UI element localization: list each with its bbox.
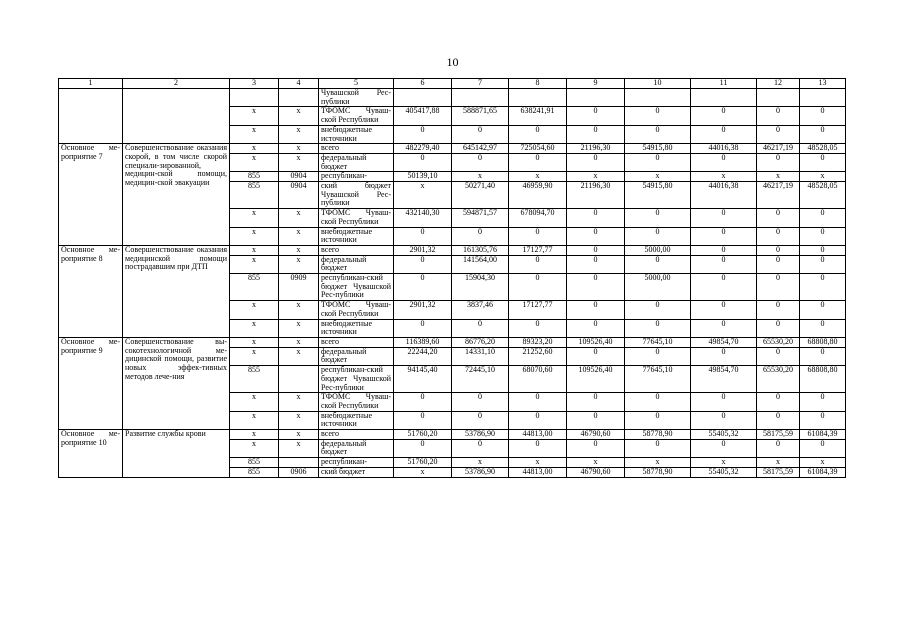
section-code: 0909: [279, 274, 319, 301]
amount-cell: 0: [691, 227, 757, 245]
amount-cell: 0: [757, 319, 800, 337]
funding-source: ТФОМС Чуваш-ской Республики: [319, 209, 394, 227]
amount-cell: 0: [394, 393, 452, 411]
amount-cell: 0: [509, 153, 567, 171]
amount-cell: 0: [625, 255, 691, 273]
event-name: Совершенствование оказания скорой, в том числе скорой специали-зированной, медицин-ской помощи, медицин-ской эвакуации: [123, 144, 230, 246]
amount-cell: 15904,30: [452, 274, 509, 301]
amount-cell: 77645,10: [625, 337, 691, 347]
funding-source: всего: [319, 430, 394, 440]
admin-code: х: [230, 337, 279, 347]
section-code: х: [279, 393, 319, 411]
amount-cell: 0: [452, 393, 509, 411]
section-code: х: [279, 439, 319, 457]
amount-cell: х: [509, 458, 567, 468]
amount-cell: 17127,77: [509, 301, 567, 319]
section-code: х: [279, 245, 319, 255]
amount-cell: 0: [757, 439, 800, 457]
admin-code: х: [230, 227, 279, 245]
amount-cell: 44016,38: [691, 144, 757, 154]
amount-cell: 46217,19: [757, 144, 800, 154]
section-code: 0904: [279, 172, 319, 182]
header-cell: 5: [319, 79, 394, 89]
section-code: х: [279, 144, 319, 154]
admin-code: х: [230, 107, 279, 125]
amount-cell: 0: [394, 274, 452, 301]
amount-cell: 49854,70: [691, 337, 757, 347]
amount-cell: 0: [394, 125, 452, 143]
amount-cell: 0: [625, 227, 691, 245]
amount-cell: 0: [800, 301, 846, 319]
funding-source: ский бюджет: [319, 467, 394, 477]
amount-cell: [567, 89, 625, 107]
table-row: [59, 144, 846, 154]
section-code: х: [279, 209, 319, 227]
table-row: [59, 430, 846, 440]
amount-cell: 46790,60: [567, 430, 625, 440]
amount-cell: 49854,70: [691, 366, 757, 393]
amount-cell: 51760,20: [394, 430, 452, 440]
amount-cell: 0: [800, 411, 846, 429]
amount-cell: 109526,40: [567, 337, 625, 347]
amount-cell: 109526,40: [567, 366, 625, 393]
amount-cell: 0: [509, 393, 567, 411]
admin-code: х: [230, 319, 279, 337]
amount-cell: 0: [800, 255, 846, 273]
section-code: 0906: [279, 467, 319, 477]
amount-cell: 432140,30: [394, 209, 452, 227]
funding-source: внебюджетные источники: [319, 319, 394, 337]
amount-cell: 61084,39: [800, 467, 846, 477]
amount-cell: 0: [452, 439, 509, 457]
header-cell: 3: [230, 79, 279, 89]
event-title: Основное ме-роприятие 10: [59, 430, 123, 478]
amount-cell: 0: [691, 301, 757, 319]
amount-cell: 5000,00: [625, 274, 691, 301]
amount-cell: 46959,90: [509, 182, 567, 209]
admin-code: 855: [230, 274, 279, 301]
section-code: х: [279, 347, 319, 365]
amount-cell: 0: [757, 107, 800, 125]
section-code: х: [279, 227, 319, 245]
admin-code: х: [230, 439, 279, 457]
amount-cell: 0: [509, 125, 567, 143]
amount-cell: х: [567, 458, 625, 468]
amount-cell: 46217,19: [757, 182, 800, 209]
funding-source: всего: [319, 144, 394, 154]
amount-cell: 0: [567, 319, 625, 337]
amount-cell: 588871,65: [452, 107, 509, 125]
amount-cell: 0: [800, 347, 846, 365]
amount-cell: 58778,90: [625, 467, 691, 477]
amount-cell: 0: [691, 255, 757, 273]
amount-cell: 116389,60: [394, 337, 452, 347]
amount-cell: 55405,32: [691, 467, 757, 477]
admin-code: х: [230, 209, 279, 227]
amount-cell: 94145,40: [394, 366, 452, 393]
amount-cell: 58175,59: [757, 467, 800, 477]
funding-source: внебюджетные источники: [319, 125, 394, 143]
amount-cell: 0: [394, 227, 452, 245]
amount-cell: 0: [567, 274, 625, 301]
admin-code: х: [230, 411, 279, 429]
funding-source: всего: [319, 245, 394, 255]
amount-cell: х: [800, 172, 846, 182]
amount-cell: 0: [800, 439, 846, 457]
section-code: х: [279, 107, 319, 125]
admin-code: 855: [230, 458, 279, 468]
amount-cell: 0: [757, 393, 800, 411]
funding-source: ТФОМС Чуваш-ской Республики: [319, 393, 394, 411]
amount-cell: 0: [800, 245, 846, 255]
amount-cell: 50271,40: [452, 182, 509, 209]
section-code: х: [279, 319, 319, 337]
amount-cell: 141564,00: [452, 255, 509, 273]
amount-cell: х: [567, 172, 625, 182]
admin-code: 855: [230, 467, 279, 477]
amount-cell: 0: [691, 125, 757, 143]
amount-cell: 0: [800, 393, 846, 411]
amount-cell: 65530,20: [757, 366, 800, 393]
amount-cell: 0: [800, 319, 846, 337]
amount-cell: 0: [625, 209, 691, 227]
amount-cell: 65530,20: [757, 337, 800, 347]
amount-cell: 0: [800, 274, 846, 301]
amount-cell: 48528,05: [800, 182, 846, 209]
event-name: Совершенствование вы-сокотехнологичной ме-дицинской помощи, развитие новых эффек-тивных методов лече-ния: [123, 337, 230, 429]
amount-cell: 0: [567, 125, 625, 143]
amount-cell: 0: [567, 393, 625, 411]
amount-cell: 0: [691, 439, 757, 457]
section-code: 0904: [279, 182, 319, 209]
amount-cell: 0: [452, 319, 509, 337]
amount-cell: 53786,90: [452, 467, 509, 477]
amount-cell: х: [394, 467, 452, 477]
amount-cell: 0: [394, 411, 452, 429]
amount-cell: 0: [691, 411, 757, 429]
amount-cell: х: [757, 458, 800, 468]
amount-cell: 0: [452, 125, 509, 143]
amount-cell: 0: [509, 411, 567, 429]
amount-cell: 0: [394, 319, 452, 337]
funding-source: республикан-ский бюджет Чувашской Рес-публики: [319, 274, 394, 301]
funding-source: республикан-: [319, 172, 394, 182]
amount-cell: 0: [757, 274, 800, 301]
amount-cell: 2901,32: [394, 245, 452, 255]
amount-cell: 0: [800, 227, 846, 245]
admin-code: х: [230, 430, 279, 440]
amount-cell: х: [452, 458, 509, 468]
amount-cell: 0: [800, 209, 846, 227]
amount-cell: 0: [691, 209, 757, 227]
amount-cell: 0: [394, 153, 452, 171]
amount-cell: [800, 89, 846, 107]
amount-cell: 638241,91: [509, 107, 567, 125]
header-cell: 10: [625, 79, 691, 89]
admin-code: х: [230, 125, 279, 143]
budget-table: [58, 78, 846, 478]
amount-cell: 54915,80: [625, 144, 691, 154]
admin-code: х: [230, 301, 279, 319]
amount-cell: 72445,10: [452, 366, 509, 393]
funding-source: ский бюджет Чувашской Рес-публики: [319, 182, 394, 209]
funding-source: Чувашской Рес-публики: [319, 89, 394, 107]
amount-cell: 0: [691, 347, 757, 365]
amount-cell: 89323,20: [509, 337, 567, 347]
table-header: [59, 79, 846, 89]
funding-source: федеральный бюджет: [319, 153, 394, 171]
amount-cell: [691, 89, 757, 107]
page-number: 10: [446, 55, 459, 69]
amount-cell: 0: [625, 107, 691, 125]
amount-cell: 0: [509, 227, 567, 245]
amount-cell: 0: [509, 274, 567, 301]
amount-cell: 0: [625, 125, 691, 143]
header-row: [59, 79, 846, 89]
admin-code: х: [230, 144, 279, 154]
amount-cell: 0: [800, 125, 846, 143]
amount-cell: [757, 89, 800, 107]
amount-cell: 48528,05: [800, 144, 846, 154]
amount-cell: 0: [509, 319, 567, 337]
header-cell: 13: [800, 79, 846, 89]
section-code: х: [279, 125, 319, 143]
amount-cell: 0: [757, 411, 800, 429]
amount-cell: 0: [757, 255, 800, 273]
funding-source: ТФОМС Чуваш-ской Республики: [319, 301, 394, 319]
amount-cell: 405417,88: [394, 107, 452, 125]
amount-cell: [509, 89, 567, 107]
amount-cell: 50139,10: [394, 172, 452, 182]
amount-cell: 0: [625, 319, 691, 337]
event-title: Основное ме-роприятие 9: [59, 337, 123, 429]
admin-code: х: [230, 347, 279, 365]
amount-cell: 0: [567, 347, 625, 365]
header-cell: 6: [394, 79, 452, 89]
amount-cell: 58175,59: [757, 430, 800, 440]
amount-cell: 0: [567, 107, 625, 125]
amount-cell: 0: [800, 153, 846, 171]
amount-cell: 0: [691, 153, 757, 171]
amount-cell: 0: [452, 227, 509, 245]
header-cell: 1: [59, 79, 123, 89]
header-cell: 8: [509, 79, 567, 89]
admin-code: х: [230, 393, 279, 411]
event-title: Основное ме-роприятие 7: [59, 144, 123, 246]
admin-code: 855: [230, 366, 279, 393]
admin-code: 855: [230, 182, 279, 209]
amount-cell: 0: [757, 227, 800, 245]
amount-cell: 0: [509, 439, 567, 457]
section-code: х: [279, 337, 319, 347]
amount-cell: 0: [757, 153, 800, 171]
amount-cell: 21252,60: [509, 347, 567, 365]
event-title: [59, 89, 123, 144]
amount-cell: [625, 89, 691, 107]
amount-cell: 44813,00: [509, 430, 567, 440]
funding-source: федеральный бюджет: [319, 347, 394, 365]
amount-cell: х: [691, 458, 757, 468]
amount-cell: 0: [452, 153, 509, 171]
admin-code: х: [230, 153, 279, 171]
amount-cell: 594871,57: [452, 209, 509, 227]
amount-cell: 0: [452, 411, 509, 429]
amount-cell: 0: [567, 245, 625, 255]
amount-cell: 0: [567, 227, 625, 245]
admin-code: х: [230, 245, 279, 255]
amount-cell: 53786,90: [452, 430, 509, 440]
amount-cell: 0: [394, 439, 452, 457]
amount-cell: 0: [509, 255, 567, 273]
amount-cell: 5000,00: [625, 245, 691, 255]
amount-cell: 678094,70: [509, 209, 567, 227]
amount-cell: 161305,76: [452, 245, 509, 255]
amount-cell: 0: [394, 255, 452, 273]
section-code: х: [279, 153, 319, 171]
funding-source: всего: [319, 337, 394, 347]
funding-source: внебюджетные источники: [319, 411, 394, 429]
amount-cell: 0: [567, 439, 625, 457]
amount-cell: 0: [625, 301, 691, 319]
event-title: Основное ме-роприятие 8: [59, 245, 123, 337]
section-code: х: [279, 411, 319, 429]
amount-cell: 2901,32: [394, 301, 452, 319]
table-row: [59, 245, 846, 255]
admin-code: [230, 89, 279, 107]
amount-cell: 0: [757, 347, 800, 365]
amount-cell: 0: [691, 393, 757, 411]
amount-cell: 44016,38: [691, 182, 757, 209]
admin-code: х: [230, 255, 279, 273]
amount-cell: 68808,80: [800, 337, 846, 347]
amount-cell: 482279,40: [394, 144, 452, 154]
amount-cell: 14331,10: [452, 347, 509, 365]
amount-cell: х: [757, 172, 800, 182]
section-code: [279, 89, 319, 107]
amount-cell: х: [394, 182, 452, 209]
amount-cell: х: [509, 172, 567, 182]
amount-cell: 86776,20: [452, 337, 509, 347]
funding-source: внебюджетные источники: [319, 227, 394, 245]
funding-source: республикан-ский бюджет Чувашской Рес-публики: [319, 366, 394, 393]
header-cell: 4: [279, 79, 319, 89]
amount-cell: 22244,20: [394, 347, 452, 365]
amount-cell: 0: [625, 347, 691, 365]
amount-cell: х: [625, 458, 691, 468]
amount-cell: [452, 89, 509, 107]
section-code: х: [279, 430, 319, 440]
amount-cell: х: [452, 172, 509, 182]
funding-source: федеральный бюджет: [319, 439, 394, 457]
amount-cell: 645142,97: [452, 144, 509, 154]
event-name: Развитие службы крови: [123, 430, 230, 478]
amount-cell: 0: [567, 301, 625, 319]
table-row: [59, 337, 846, 347]
amount-cell: 44813,00: [509, 467, 567, 477]
amount-cell: 21196,30: [567, 144, 625, 154]
amount-cell: 725054,60: [509, 144, 567, 154]
header-cell: 7: [452, 79, 509, 89]
amount-cell: 54915,80: [625, 182, 691, 209]
amount-cell: 0: [567, 153, 625, 171]
amount-cell: 51760,20: [394, 458, 452, 468]
amount-cell: 0: [625, 439, 691, 457]
amount-cell: 0: [691, 319, 757, 337]
amount-cell: х: [625, 172, 691, 182]
amount-cell: 0: [567, 255, 625, 273]
amount-cell: 77645,10: [625, 366, 691, 393]
table-body: [59, 89, 846, 478]
amount-cell: 0: [567, 411, 625, 429]
amount-cell: 0: [757, 125, 800, 143]
amount-cell: 46790,60: [567, 467, 625, 477]
funding-source: ТФОМС Чуваш-ской Республики: [319, 107, 394, 125]
amount-cell: 0: [567, 209, 625, 227]
amount-cell: 0: [625, 411, 691, 429]
event-name: Совершенствование оказания медицинской помощи пострадавшим при ДТП: [123, 245, 230, 337]
section-code: х: [279, 255, 319, 273]
amount-cell: 0: [800, 107, 846, 125]
amount-cell: 0: [625, 153, 691, 171]
section-code: х: [279, 301, 319, 319]
amount-cell: 3837,46: [452, 301, 509, 319]
amount-cell: 68070,60: [509, 366, 567, 393]
amount-cell: 0: [691, 245, 757, 255]
header-cell: 12: [757, 79, 800, 89]
table-row: [59, 89, 846, 107]
amount-cell: 0: [757, 301, 800, 319]
admin-code: 855: [230, 172, 279, 182]
amount-cell: 0: [757, 245, 800, 255]
section-code: [279, 366, 319, 393]
header-cell: 2: [123, 79, 230, 89]
amount-cell: 61084,39: [800, 430, 846, 440]
amount-cell: 0: [625, 393, 691, 411]
amount-cell: 21196,30: [567, 182, 625, 209]
amount-cell: 55405,32: [691, 430, 757, 440]
section-code: [279, 458, 319, 468]
amount-cell: х: [800, 458, 846, 468]
amount-cell: 0: [691, 107, 757, 125]
amount-cell: 17127,77: [509, 245, 567, 255]
amount-cell: 68808,80: [800, 366, 846, 393]
amount-cell: х: [691, 172, 757, 182]
header-cell: 11: [691, 79, 757, 89]
header-cell: 9: [567, 79, 625, 89]
funding-source: республикан-: [319, 458, 394, 468]
amount-cell: 0: [691, 274, 757, 301]
event-name: [123, 89, 230, 144]
amount-cell: 58778,90: [625, 430, 691, 440]
funding-source: федеральный бюджет: [319, 255, 394, 273]
amount-cell: 0: [757, 209, 800, 227]
amount-cell: [394, 89, 452, 107]
